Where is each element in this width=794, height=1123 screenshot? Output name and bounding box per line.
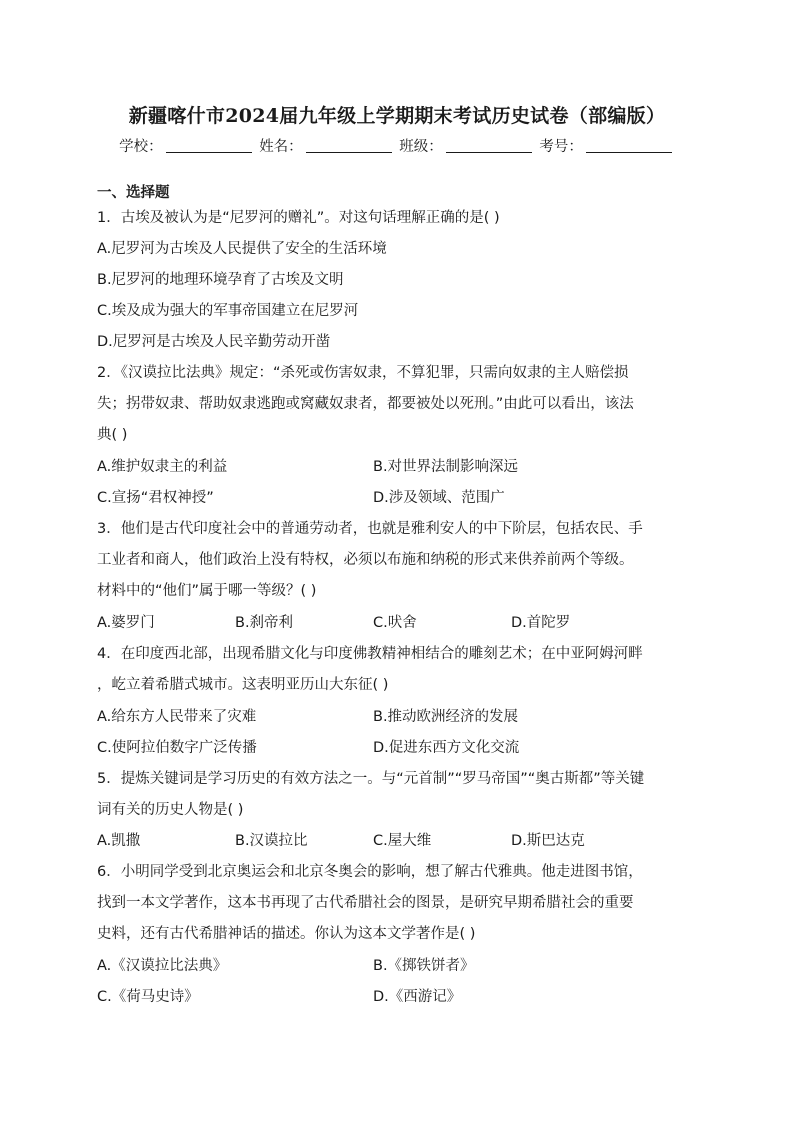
question-5-option-c: C.屋大维: [373, 833, 432, 849]
number-label: 考号：: [539, 139, 583, 155]
question-6-stem-line-2: 找到一本文学著作，这本书再现了古代希腊社会的图景，是研究早期希腊社会的重要: [97, 895, 634, 911]
question-4-option-c: C.使阿拉伯数字广泛传播: [97, 740, 257, 756]
question-6-option-c: C.《荷马史诗》: [97, 989, 199, 1005]
question-2-stem-line-3: 典( ): [97, 427, 128, 443]
question-3-option-a: A.婆罗门: [97, 615, 155, 631]
question-3-option-b: B.刹帝利: [235, 615, 294, 631]
question-2-stem-line-2: 失；拐带奴隶、帮助奴隶逃跑或窝藏奴隶者，都要被处以死刑。”由此可以看出，该法: [97, 396, 634, 412]
question-6-option-b: B.《掷铁饼者》: [373, 958, 475, 974]
question-6-stem-line-1: 6．小明同学受到北京奥运会和北京冬奥会的影响，想了解古代雅典。他走进图书馆，: [97, 864, 643, 880]
question-4-option-b: B.推动欧洲经济的发展: [373, 709, 519, 725]
question-2-option-b: B.对世界法制影响深远: [373, 459, 519, 475]
question-3-option-c: C.吠舍: [373, 615, 417, 631]
question-6-option-d: D.《西游记》: [373, 989, 462, 1005]
question-1-option-c: C.埃及成为强大的军事帝国建立在尼罗河: [97, 303, 359, 319]
question-4-option-d: D.促进东西方文化交流: [373, 740, 520, 756]
question-5-option-b: B.汉谟拉比: [235, 833, 308, 849]
question-4-option-a: A.给东方人民带来了灾难: [97, 709, 257, 725]
question-1-option-d: D.尼罗河是古埃及人民辛勤劳动开凿: [97, 334, 331, 350]
question-5-stem-line-2: 词有关的历史人物是( ): [97, 802, 244, 818]
question-4-stem-line-2: ，屹立着希腊式城市。这表明亚历山大东征( ): [97, 677, 389, 693]
question-2-option-a: A.维护奴隶主的利益: [97, 459, 228, 475]
question-1-stem: 1．古埃及被认为是“尼罗河的赠礼”。对这句话理解正确的是( ): [97, 210, 500, 226]
question-1-option-b: B.尼罗河的地理环境孕育了古埃及文明: [97, 272, 344, 288]
section-heading: 一、选择题: [97, 185, 170, 201]
class-label: 班级：: [399, 139, 443, 155]
question-6-stem-line-3: 史料，还有古代希腊神话的描述。你认为这本文学著作是( ): [97, 926, 476, 942]
question-6-option-a: A.《汉谟拉比法典》: [97, 958, 228, 974]
name-blank[interactable]: [306, 138, 392, 153]
school-blank[interactable]: [166, 138, 252, 153]
question-3-stem-line-3: 材料中的“他们”属于哪一等级？( ): [97, 583, 317, 599]
school-label: 学校：: [119, 139, 163, 155]
question-5-stem-line-1: 5．提炼关键词是学习历史的有效方法之一。与“元首制”“罗马帝国”“奥古斯都”等关键: [97, 771, 645, 787]
question-5-option-a: A.凯撒: [97, 833, 141, 849]
page-title: 新疆喀什市2024届九年级上学期期末考试历史试卷（部编版）: [128, 105, 666, 127]
question-2-option-d: D.涉及领域、范围广: [373, 490, 505, 506]
name-label: 姓名：: [259, 139, 303, 155]
question-3-option-d: D.首陀罗: [511, 615, 571, 631]
question-3-stem-line-2: 工业者和商人，他们政治上没有特权，必须以布施和纳税的形式来供养前两个等级。: [97, 552, 634, 568]
question-2-option-c: C.宣扬“君权神授”: [97, 490, 214, 506]
class-blank[interactable]: [446, 138, 532, 153]
question-3-stem-line-1: 3．他们是古代印度社会中的普通劳动者，也就是雅利安人的中下阶层，包括农民、手: [97, 521, 643, 537]
question-2-stem-line-1: 2．《汉谟拉比法典》规定：“杀死或伤害奴隶，不算犯罪，只需向奴隶的主人赔偿损: [97, 365, 629, 381]
question-5-option-d: D.斯巴达克: [511, 833, 585, 849]
question-1-option-a: A.尼罗河为古埃及人民提供了安全的生活环境: [97, 241, 387, 257]
number-blank[interactable]: [586, 138, 672, 153]
question-4-stem-line-1: 4．在印度西北部，出现希腊文化与印度佛教精神相结合的雕刻艺术；在中亚阿姆河畔: [97, 646, 643, 662]
student-info-row: [0, 135, 794, 156]
